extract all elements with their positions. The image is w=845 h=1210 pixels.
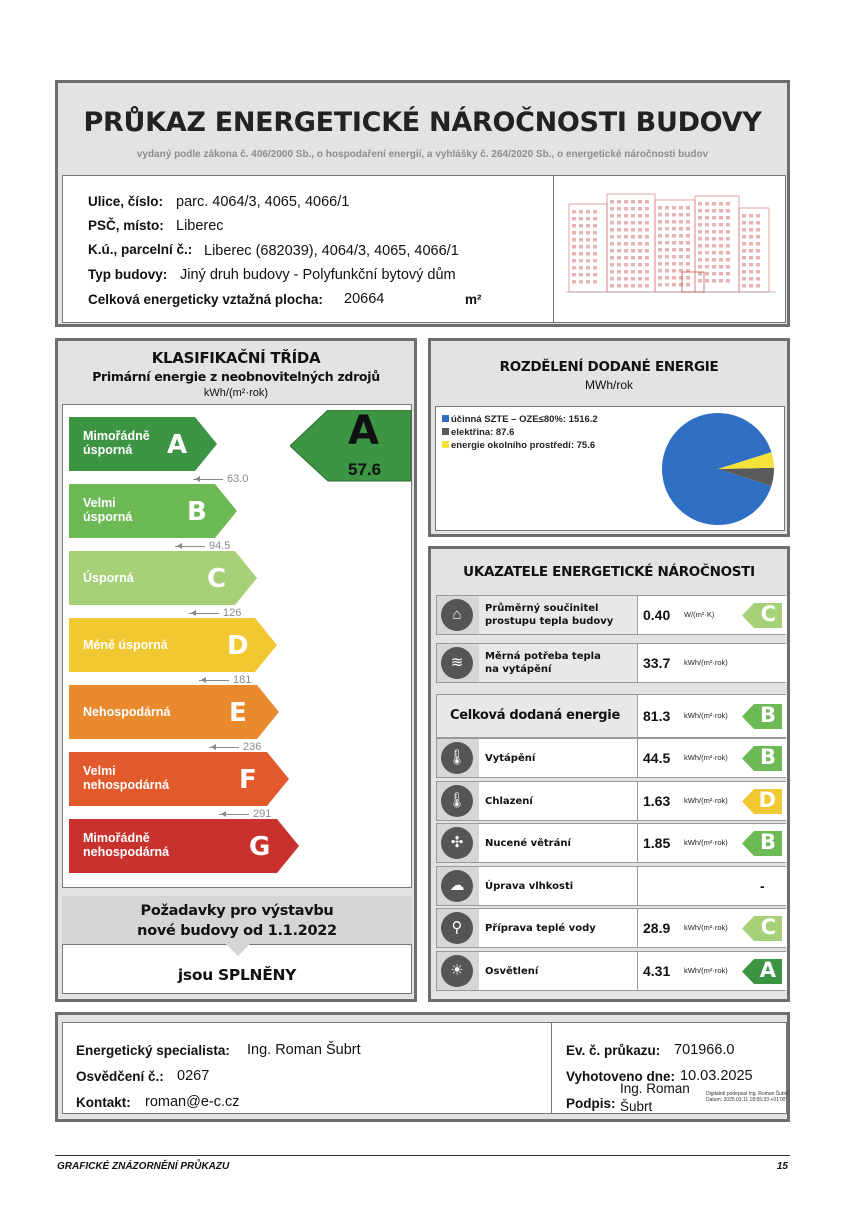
energy-band-g — [69, 819, 299, 873]
indicator-value: 0.40 — [643, 607, 671, 623]
indicator-name: Příprava teplé vody — [485, 923, 596, 934]
footer-title: GRAFICKÉ ZNÁZORNĚNÍ PRŮKAZU — [57, 1161, 230, 1172]
fan-icon: ✣ — [441, 827, 473, 859]
record-box — [551, 1022, 787, 1114]
area-unit: m² — [465, 292, 482, 307]
building-elevation-drawing — [554, 176, 785, 322]
thermometer-plus-icon: 🌡 — [441, 742, 473, 774]
legend-label: energie okolního prostředí: 75.6 — [451, 440, 596, 451]
indicator-unit: kWh/(m²·rok) — [684, 753, 728, 762]
indicator-row — [436, 595, 786, 635]
indicator-class-badge — [742, 746, 782, 771]
threshold-label: 126 — [189, 607, 241, 619]
indicator-icon-box — [437, 909, 479, 947]
indicator-row — [436, 738, 786, 778]
footer-rule — [55, 1155, 790, 1156]
indicator-value: 33.7 — [643, 655, 671, 671]
document-title: PRŮKAZ ENERGETICKÉ NÁROČNOSTI BUDOVY — [83, 107, 762, 138]
indicator-icon-box — [437, 824, 479, 862]
ku-value: Liberec (682039), 4064/3, 4065, 4066/1 — [204, 243, 459, 259]
indicator-value: - — [760, 877, 765, 894]
indicator-unit: kWh/(m²·rok) — [684, 923, 728, 932]
indicator-unit: kWh/(m²·rok) — [684, 965, 728, 975]
contact-email[interactable]: roman@e-c.cz — [145, 1094, 240, 1110]
page-number: 15 — [776, 1161, 788, 1172]
total-energy-class: B — [759, 703, 776, 727]
legend-item — [442, 413, 598, 426]
classification-subtitle: Primární energie z neobnovitelných zdrojů — [92, 369, 380, 384]
psc-label: PSČ, místo: — [88, 218, 164, 233]
total-energy-class-badge — [742, 704, 782, 729]
result-class: A — [348, 408, 379, 454]
class-letter: C — [760, 915, 776, 939]
distribution-chart-box — [435, 406, 785, 531]
energy-band-a — [69, 417, 217, 471]
classification-unit: kWh/(m²·rok) — [203, 387, 269, 399]
indicator-unit: kWh/(m²·rok) — [684, 658, 728, 667]
digital-signature-line-1: Digitálně podepsal Ing. Roman Šubrt — [706, 1091, 788, 1097]
legend-swatch — [442, 415, 449, 422]
indicators-title: UKAZATELE ENERGETICKÉ NÁROČNOSTI — [463, 564, 755, 580]
result-value: 57.6 — [348, 460, 382, 479]
specialist-box — [62, 1022, 552, 1114]
threshold-label: 236 — [209, 741, 261, 753]
indicator-row — [436, 823, 786, 863]
date-label: Vyhotoveno dne: — [566, 1069, 676, 1084]
total-energy-unit: kWh/(m²·rok) — [684, 711, 728, 720]
document-subtitle: vydaný podle zákona č. 406/2000 Sb., o hospodaření energií, a vyhlášky č. 264/2020 Sb., o energetické náročnosti budov — [136, 149, 709, 160]
total-energy-label: Celková dodaná energie — [450, 708, 620, 723]
indicator-name: Chlazení — [485, 795, 533, 807]
indicator-row — [436, 781, 786, 821]
threshold-label: 63.0 — [193, 473, 248, 485]
threshold-label: 291 — [219, 808, 271, 820]
certificate-label: Osvědčení č.: — [76, 1069, 164, 1084]
indicator-icon-box — [437, 596, 479, 634]
energy-band-f — [69, 752, 289, 806]
class-letter: C — [760, 602, 776, 626]
requirements-line-1: Požadavky pro výstavbu — [140, 903, 334, 919]
indicator-class-badge — [742, 603, 782, 628]
lightbulb-icon: ☀ — [441, 955, 473, 987]
ev-number: 701966.0 — [674, 1042, 735, 1058]
class-letter: A — [759, 957, 776, 982]
indicator-class-badge — [742, 916, 782, 941]
classification-title: KLASIFIKAČNÍ TŘÍDA — [151, 349, 321, 367]
area-value: 20664 — [344, 291, 385, 307]
indicator-value: 1.63 — [643, 792, 671, 809]
requirements-pointer — [226, 944, 250, 956]
indicator-icon-box — [437, 952, 479, 990]
header-panel — [55, 80, 790, 327]
thermometer-minus-icon: 🌡 — [441, 785, 473, 817]
indicator-name: Úprava vlhkosti — [485, 880, 574, 892]
date-value: 10.03.2025 — [680, 1068, 753, 1084]
indicator-row — [436, 908, 786, 948]
indicator-unit: W/(m²·K) — [684, 610, 715, 619]
contact-label: Kontakt: — [76, 1095, 131, 1110]
faucet-icon: ⚲ — [441, 912, 473, 944]
energy-band-b — [69, 484, 237, 538]
band-label: Velmi úsporná — [83, 496, 133, 524]
energy-band-c — [69, 551, 257, 605]
indicator-icon-box — [437, 782, 479, 820]
specialist-label: Energetický specialista: — [76, 1043, 230, 1058]
area-label: Celková energeticky vztažná plocha: — [88, 292, 323, 307]
indicator-name: Měrná potřeba tepla na vytápění — [485, 651, 601, 675]
band-label: Mimořádně úsporná — [83, 429, 150, 457]
house-icon: ⌂ — [441, 599, 473, 631]
indicator-icon-box — [437, 739, 479, 777]
indicator-name: Průměrný součinitel prostupu tepla budovy — [485, 603, 614, 627]
indicator-value: 28.9 — [643, 920, 671, 936]
type-value: Jiný druh budovy - Polyfunkční bytový dům — [180, 267, 456, 283]
band-letter: B — [187, 497, 207, 527]
total-energy-value: 81.3 — [643, 708, 671, 724]
class-letter: D — [758, 787, 776, 812]
certificate-number: 0267 — [177, 1068, 210, 1084]
building-info-box — [62, 175, 554, 323]
indicator-icon-box — [437, 644, 479, 682]
total-energy-row — [436, 694, 786, 738]
legend-swatch — [442, 428, 449, 435]
indicator-row — [436, 866, 786, 906]
signature-name-1: Ing. Roman — [620, 1081, 690, 1096]
energy-band-d — [69, 618, 277, 672]
band-letter: C — [207, 564, 227, 594]
digital-signature-line-2: Datum: 2025.03.11 18:55:33 +01'00' — [706, 1097, 787, 1103]
specialist-name: Ing. Roman Šubrt — [247, 1042, 361, 1058]
humidity-icon: ☁ — [441, 870, 473, 902]
legend-label: účinná SZTE – OZE≤80%: 1516.2 — [451, 414, 598, 425]
legend-swatch — [442, 441, 449, 448]
band-label: Méně úsporná — [83, 638, 168, 652]
band-label: Nehospodárná — [83, 705, 171, 719]
indicator-name: Osvětlení — [485, 965, 539, 977]
band-letter: G — [249, 832, 271, 862]
pie-chart — [660, 409, 780, 529]
threshold-label: 94.5 — [175, 540, 230, 552]
heat-waves-icon: ≋ — [441, 647, 473, 679]
indicator-icon-box — [437, 867, 479, 905]
indicator-row — [436, 643, 786, 683]
class-letter: B — [759, 745, 776, 769]
indicator-class-badge — [742, 789, 782, 814]
requirements-line-2: nové budovy od 1.1.2022 — [137, 923, 337, 939]
class-letter: B — [759, 830, 776, 854]
indicators-panel — [428, 546, 790, 1002]
band-label: Velmi nehospodárná — [83, 764, 170, 792]
indicator-name: Vytápění — [485, 753, 536, 764]
ev-number-label: Ev. č. průkazu: — [566, 1043, 661, 1058]
building-drawing-box — [553, 175, 786, 323]
band-letter: A — [167, 430, 188, 460]
band-letter: D — [227, 631, 249, 661]
ku-label: K.ú., parcelní č.: — [88, 242, 193, 257]
legend-item — [442, 426, 598, 439]
street-value: parc. 4064/3, 4065, 4066/1 — [176, 194, 350, 210]
band-letter: E — [229, 698, 247, 728]
indicator-row — [436, 951, 786, 991]
requirements-header — [62, 896, 412, 944]
classification-panel — [55, 338, 417, 1002]
indicator-name: Nucené větrání — [485, 838, 571, 849]
pie-legend — [442, 413, 598, 452]
energy-band-e — [69, 685, 279, 739]
threshold-label: 181 — [199, 674, 251, 686]
energy-scale-box — [62, 404, 412, 888]
indicator-value: 4.31 — [643, 962, 671, 979]
indicator-unit: kWh/(m²·rok) — [684, 838, 728, 847]
psc-value: Liberec — [176, 218, 224, 234]
type-label: Typ budovy: — [88, 267, 168, 282]
indicator-value: 44.5 — [643, 750, 671, 766]
band-letter: F — [239, 765, 257, 795]
signature-name-2: Šubrt — [620, 1099, 653, 1114]
indicator-class-badge — [742, 831, 782, 856]
distribution-unit: MWh/rok — [585, 378, 633, 392]
street-label: Ulice, číslo: — [88, 194, 164, 209]
distribution-title: ROZDĚLENÍ DODANÉ ENERGIE — [499, 359, 719, 375]
result-arrow — [290, 410, 412, 482]
legend-item — [442, 439, 598, 452]
indicator-value: 1.85 — [643, 835, 671, 851]
indicator-class-badge — [742, 959, 782, 984]
indicator-unit: kWh/(m²·rok) — [684, 795, 728, 805]
band-label: Úsporná — [83, 571, 134, 585]
specialist-panel — [55, 1012, 790, 1122]
band-label: Mimořádně nehospodárná — [83, 831, 170, 859]
legend-label: elektřina: 87.6 — [451, 427, 515, 438]
signature-label: Podpis: — [566, 1096, 616, 1111]
requirements-result: jsou SPLNĚNY — [177, 966, 297, 984]
distribution-panel — [428, 338, 790, 537]
